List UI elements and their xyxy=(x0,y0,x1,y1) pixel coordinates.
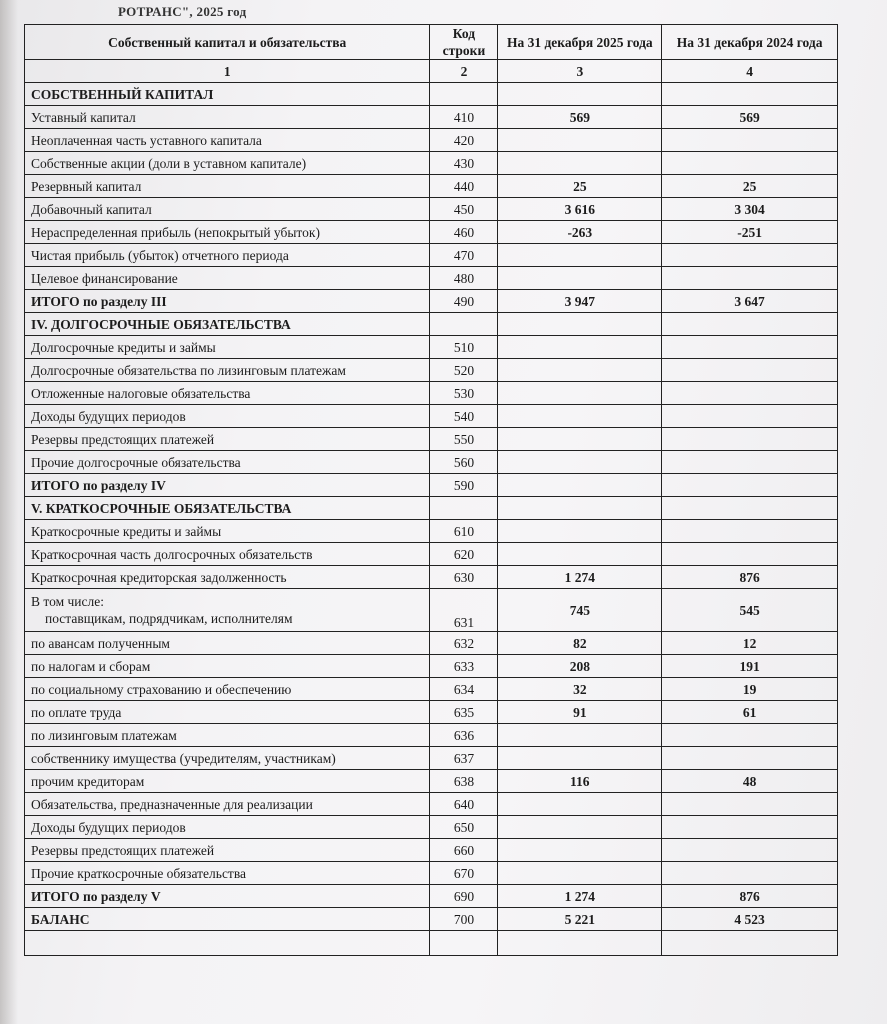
row-code: 620 xyxy=(430,543,498,566)
column-number-row xyxy=(25,60,838,83)
value-2024 xyxy=(662,267,838,290)
col-header-item: Собственный капитал и обязательства xyxy=(25,25,430,60)
row-code: 520 xyxy=(430,359,498,382)
value-2025 xyxy=(498,747,662,770)
row-label: Добавочный капитал xyxy=(25,198,430,221)
row-label: Долгосрочные кредиты и займы xyxy=(25,336,430,359)
row-code: 480 xyxy=(430,267,498,290)
table-row xyxy=(25,244,838,267)
row-code: 633 xyxy=(430,655,498,678)
table-row xyxy=(25,106,838,129)
value-2025: 569 xyxy=(498,106,662,129)
row-label: поставщикам, подрядчикам, исполнителям xyxy=(45,611,293,626)
row-code: 637 xyxy=(430,747,498,770)
value-2024 xyxy=(662,862,838,885)
value-2024: 3 647 xyxy=(662,290,838,313)
row-code: 410 xyxy=(430,106,498,129)
table-row xyxy=(25,701,838,724)
row-code xyxy=(430,83,498,106)
row-label: БАЛАНС xyxy=(25,908,430,931)
value-2024 xyxy=(662,152,838,175)
value-2024 xyxy=(662,520,838,543)
value-2025: 5 221 xyxy=(498,908,662,931)
row-code: 660 xyxy=(430,839,498,862)
value-2024 xyxy=(662,359,838,382)
value-2024: 876 xyxy=(662,566,838,589)
value-2025 xyxy=(498,862,662,885)
row-code: 550 xyxy=(430,428,498,451)
table-row xyxy=(25,198,838,221)
row-code: 690 xyxy=(430,885,498,908)
value-2025: 208 xyxy=(498,655,662,678)
table-row xyxy=(25,566,838,589)
row-code: 530 xyxy=(430,382,498,405)
value-2025 xyxy=(498,839,662,862)
table-row xyxy=(25,428,838,451)
blank-cell xyxy=(498,931,662,956)
value-2024 xyxy=(662,839,838,862)
row-label: по авансам полученным xyxy=(25,632,430,655)
row-label: Отложенные налоговые обязательства xyxy=(25,382,430,405)
row-code: 670 xyxy=(430,862,498,885)
row-label: Краткосрочная часть долгосрочных обязательств xyxy=(25,543,430,566)
value-2024 xyxy=(662,497,838,520)
table-row xyxy=(25,152,838,175)
row-code: 640 xyxy=(430,793,498,816)
row-label: по налогам и сборам xyxy=(25,655,430,678)
table-row xyxy=(25,221,838,244)
table-header-row xyxy=(25,25,838,60)
value-2024: 48 xyxy=(662,770,838,793)
value-2025 xyxy=(498,267,662,290)
value-2024: 61 xyxy=(662,701,838,724)
row-label: Резервы предстоящих платежей xyxy=(25,428,430,451)
value-2025: 745 xyxy=(498,589,662,632)
row-code: 632 xyxy=(430,632,498,655)
table-row xyxy=(25,451,838,474)
col-number: 4 xyxy=(662,60,838,83)
value-2025: 25 xyxy=(498,175,662,198)
table-row xyxy=(25,382,838,405)
value-2025: -263 xyxy=(498,221,662,244)
row-label: Краткосрочные кредиты и займы xyxy=(25,520,430,543)
value-2025 xyxy=(498,405,662,428)
value-2024 xyxy=(662,543,838,566)
section-title: СОБСТВЕННЫЙ КАПИТАЛ xyxy=(25,83,430,106)
table-row xyxy=(25,793,838,816)
row-code: 540 xyxy=(430,405,498,428)
table-row xyxy=(25,336,838,359)
including-label: В том числе: xyxy=(31,594,104,609)
table-row xyxy=(25,632,838,655)
table-row xyxy=(25,175,838,198)
table-row xyxy=(25,655,838,678)
table-row xyxy=(25,543,838,566)
value-2025: 32 xyxy=(498,678,662,701)
row-label: собственнику имущества (учредителям, участникам) xyxy=(25,747,430,770)
value-2024 xyxy=(662,793,838,816)
value-2024: 25 xyxy=(662,175,838,198)
value-2025 xyxy=(498,543,662,566)
total-row xyxy=(25,474,838,497)
row-code: 634 xyxy=(430,678,498,701)
value-2025 xyxy=(498,793,662,816)
section-row xyxy=(25,313,838,336)
row-label: Уставный капитал xyxy=(25,106,430,129)
row-label: Прочие долгосрочные обязательства xyxy=(25,451,430,474)
row-label: Неоплаченная часть уставного капитала xyxy=(25,129,430,152)
table-row xyxy=(25,839,838,862)
value-2025 xyxy=(498,382,662,405)
value-2024 xyxy=(662,405,838,428)
row-label: ИТОГО по разделу V xyxy=(25,885,430,908)
value-2025: 116 xyxy=(498,770,662,793)
value-2024 xyxy=(662,382,838,405)
value-2025 xyxy=(498,336,662,359)
row-label: Обязательства, предназначенные для реализации xyxy=(25,793,430,816)
row-code: 430 xyxy=(430,152,498,175)
section-row xyxy=(25,497,838,520)
row-label: ИТОГО по разделу III xyxy=(25,290,430,313)
row-label-multiline xyxy=(25,589,430,632)
row-code: 630 xyxy=(430,566,498,589)
value-2025 xyxy=(498,816,662,839)
value-2024 xyxy=(662,129,838,152)
row-label: Прочие краткосрочные обязательства xyxy=(25,862,430,885)
row-label: Собственные акции (доли в уставном капитале) xyxy=(25,152,430,175)
page-shadow xyxy=(0,0,18,1024)
value-2024: 4 523 xyxy=(662,908,838,931)
row-code xyxy=(430,313,498,336)
col-number: 2 xyxy=(430,60,498,83)
row-label: по лизинговым платежам xyxy=(25,724,430,747)
value-2024 xyxy=(662,474,838,497)
value-2025 xyxy=(498,474,662,497)
row-label: ИТОГО по разделу IV xyxy=(25,474,430,497)
row-code: 450 xyxy=(430,198,498,221)
row-code: 490 xyxy=(430,290,498,313)
row-label: прочим кредиторам xyxy=(25,770,430,793)
value-2025: 3 947 xyxy=(498,290,662,313)
row-code: 650 xyxy=(430,816,498,839)
value-2025 xyxy=(498,244,662,267)
table-row xyxy=(25,129,838,152)
value-2025 xyxy=(498,428,662,451)
value-2025: 3 616 xyxy=(498,198,662,221)
balance-table xyxy=(24,24,838,956)
table-row xyxy=(25,678,838,701)
row-code: 590 xyxy=(430,474,498,497)
value-2024: 191 xyxy=(662,655,838,678)
balance-row xyxy=(25,908,838,931)
table-row xyxy=(25,359,838,382)
row-code: 610 xyxy=(430,520,498,543)
value-2025 xyxy=(498,520,662,543)
row-code: 638 xyxy=(430,770,498,793)
value-2024 xyxy=(662,336,838,359)
value-2025 xyxy=(498,451,662,474)
total-row xyxy=(25,885,838,908)
table-row xyxy=(25,724,838,747)
value-2024 xyxy=(662,724,838,747)
value-2025 xyxy=(498,724,662,747)
table-row xyxy=(25,747,838,770)
row-code: 440 xyxy=(430,175,498,198)
row-label: Доходы будущих периодов xyxy=(25,405,430,428)
row-code: 470 xyxy=(430,244,498,267)
col-number: 3 xyxy=(498,60,662,83)
value-2024 xyxy=(662,244,838,267)
row-label: Краткосрочная кредиторская задолженность xyxy=(25,566,430,589)
value-2024 xyxy=(662,83,838,106)
row-code: 420 xyxy=(430,129,498,152)
table-row xyxy=(25,862,838,885)
value-2025 xyxy=(498,497,662,520)
value-2025: 91 xyxy=(498,701,662,724)
col-header-2024: На 31 декабря 2024 года xyxy=(662,25,838,60)
value-2025: 82 xyxy=(498,632,662,655)
row-code: 560 xyxy=(430,451,498,474)
row-code: 635 xyxy=(430,701,498,724)
value-2024: 19 xyxy=(662,678,838,701)
row-code: 700 xyxy=(430,908,498,931)
value-2024 xyxy=(662,451,838,474)
section-title: IV. ДОЛГОСРОЧНЫЕ ОБЯЗАТЕЛЬСТВА xyxy=(25,313,430,336)
value-2025: 1 274 xyxy=(498,566,662,589)
col-number: 1 xyxy=(25,60,430,83)
value-2024: 569 xyxy=(662,106,838,129)
value-2024 xyxy=(662,313,838,336)
value-2024 xyxy=(662,747,838,770)
row-code: 631 xyxy=(430,589,498,632)
value-2025 xyxy=(498,359,662,382)
row-label: Доходы будущих периодов xyxy=(25,816,430,839)
value-2024: -251 xyxy=(662,221,838,244)
value-2024: 876 xyxy=(662,885,838,908)
row-label: Нераспределенная прибыль (непокрытый убыток) xyxy=(25,221,430,244)
value-2024 xyxy=(662,816,838,839)
table-row xyxy=(25,816,838,839)
document-header: РОТРАНС", 2025 год xyxy=(118,4,247,19)
table-row xyxy=(25,770,838,793)
row-label: по оплате труда xyxy=(25,701,430,724)
section-row xyxy=(25,83,838,106)
value-2025 xyxy=(498,152,662,175)
value-2024: 12 xyxy=(662,632,838,655)
total-row xyxy=(25,290,838,313)
row-label: Чистая прибыль (убыток) отчетного периода xyxy=(25,244,430,267)
section-title: V. КРАТКОСРОЧНЫЕ ОБЯЗАТЕЛЬСТВА xyxy=(25,497,430,520)
blank-row xyxy=(25,931,838,956)
table-row xyxy=(25,520,838,543)
value-2025 xyxy=(498,83,662,106)
table-row xyxy=(25,405,838,428)
value-2024: 545 xyxy=(662,589,838,632)
row-label: Резервный капитал xyxy=(25,175,430,198)
value-2025 xyxy=(498,129,662,152)
value-2024: 3 304 xyxy=(662,198,838,221)
row-code xyxy=(430,497,498,520)
row-code: 510 xyxy=(430,336,498,359)
row-label: Целевое финансирование xyxy=(25,267,430,290)
row-code: 460 xyxy=(430,221,498,244)
blank-cell xyxy=(662,931,838,956)
value-2024 xyxy=(662,428,838,451)
col-header-2025: На 31 декабря 2025 года xyxy=(498,25,662,60)
col-header-code: Код строки xyxy=(430,25,498,60)
value-2025 xyxy=(498,313,662,336)
table-row xyxy=(25,267,838,290)
row-label: Резервы предстоящих платежей xyxy=(25,839,430,862)
blank-cell xyxy=(430,931,498,956)
value-2025: 1 274 xyxy=(498,885,662,908)
row-code: 636 xyxy=(430,724,498,747)
table-row xyxy=(25,589,838,632)
blank-cell xyxy=(25,931,430,956)
row-label: Долгосрочные обязательства по лизинговым платежам xyxy=(25,359,430,382)
row-label: по социальному страхованию и обеспечению xyxy=(25,678,430,701)
